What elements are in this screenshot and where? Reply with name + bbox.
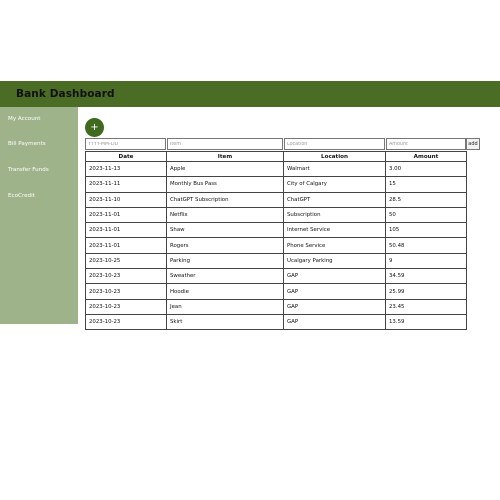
cell-item: Jean — [167, 299, 284, 314]
cell-amount: 13.59 — [386, 314, 467, 329]
cell-amount: 3.00 — [386, 162, 467, 177]
cell-item: Shaw — [167, 223, 284, 238]
cell-location: Ucalgary Parking — [284, 253, 386, 268]
sidebar-item-bill-payments[interactable]: Bill Payments — [8, 141, 46, 147]
page-title: Bank Dashboard — [16, 88, 115, 100]
sidebar — [0, 107, 78, 324]
cell-location: GAP — [284, 284, 386, 299]
cell-date: 2023-10-23 — [86, 269, 167, 284]
table-header-row — [86, 152, 467, 162]
cell-location: GAP — [284, 314, 386, 329]
cell-item: Monthly Bus Pass — [167, 177, 284, 192]
column-header-item: Item — [167, 152, 284, 162]
cell-location: Walmart — [284, 162, 386, 177]
table-row — [86, 238, 467, 253]
column-header-date: Date — [86, 152, 167, 162]
table-row — [86, 314, 467, 329]
cell-amount: 15 — [386, 177, 467, 192]
cell-location: Subscription — [284, 207, 386, 222]
table-row — [86, 253, 467, 268]
cell-amount: 23.45 — [386, 299, 467, 314]
cell-date: 2023-10-25 — [86, 253, 167, 268]
item-input[interactable] — [167, 138, 283, 150]
cell-date: 2023-11-01 — [86, 223, 167, 238]
table-row — [86, 192, 467, 207]
column-header-amount: Amount — [386, 152, 467, 162]
cell-date: 2023-11-13 — [86, 162, 167, 177]
cell-location: ChatGPT — [284, 192, 386, 207]
table-row — [86, 207, 467, 222]
table-row — [86, 162, 467, 177]
table-row — [86, 223, 467, 238]
amount-input[interactable] — [386, 138, 466, 150]
cell-date: 2023-10-23 — [86, 284, 167, 299]
cell-amount: 25.99 — [386, 284, 467, 299]
cell-item: Parking — [167, 253, 284, 268]
location-input[interactable] — [284, 138, 385, 150]
cell-amount: 105 — [386, 223, 467, 238]
cell-amount: 9 — [386, 253, 467, 268]
cell-location: Internet Service — [284, 223, 386, 238]
cell-item: Apple — [167, 162, 284, 177]
cell-item: Sweather — [167, 269, 284, 284]
cell-item: Rogers — [167, 238, 284, 253]
cell-item: Hoodie — [167, 284, 284, 299]
cell-item: Skirt — [167, 314, 284, 329]
add-button[interactable]: add — [466, 138, 480, 150]
cell-amount: 34.59 — [386, 269, 467, 284]
app-header — [0, 81, 500, 107]
cell-location: City of Calgary — [284, 177, 386, 192]
transactions-table — [85, 151, 467, 330]
table-row — [86, 177, 467, 192]
sidebar-item-my-account[interactable]: My Account — [8, 116, 41, 122]
add-transaction-button[interactable] — [85, 118, 104, 137]
sidebar-item-ecocredit[interactable]: EcoCredit — [8, 193, 35, 199]
plus-icon: + — [90, 121, 99, 133]
cell-amount: 50 — [386, 207, 467, 222]
cell-date: 2023-11-01 — [86, 238, 167, 253]
cell-amount: 28.5 — [386, 192, 467, 207]
cell-location: Phone Service — [284, 238, 386, 253]
column-header-location: Location — [284, 152, 386, 162]
cell-date: 2023-10-23 — [86, 299, 167, 314]
cell-location: GAP — [284, 299, 386, 314]
table-row — [86, 284, 467, 299]
cell-date: 2023-11-01 — [86, 207, 167, 222]
table-row — [86, 299, 467, 314]
cell-amount: 50.48 — [386, 238, 467, 253]
date-input[interactable] — [85, 138, 166, 150]
cell-date: 2023-11-10 — [86, 192, 167, 207]
cell-location: GAP — [284, 269, 386, 284]
cell-item: ChatGPT Subscription — [167, 192, 284, 207]
cell-date: 2023-10-23 — [86, 314, 167, 329]
sidebar-item-transfer-funds[interactable]: Transfer Funds — [8, 167, 49, 173]
cell-item: Netflix — [167, 207, 284, 222]
cell-date: 2023-11-11 — [86, 177, 167, 192]
table-row — [86, 269, 467, 284]
